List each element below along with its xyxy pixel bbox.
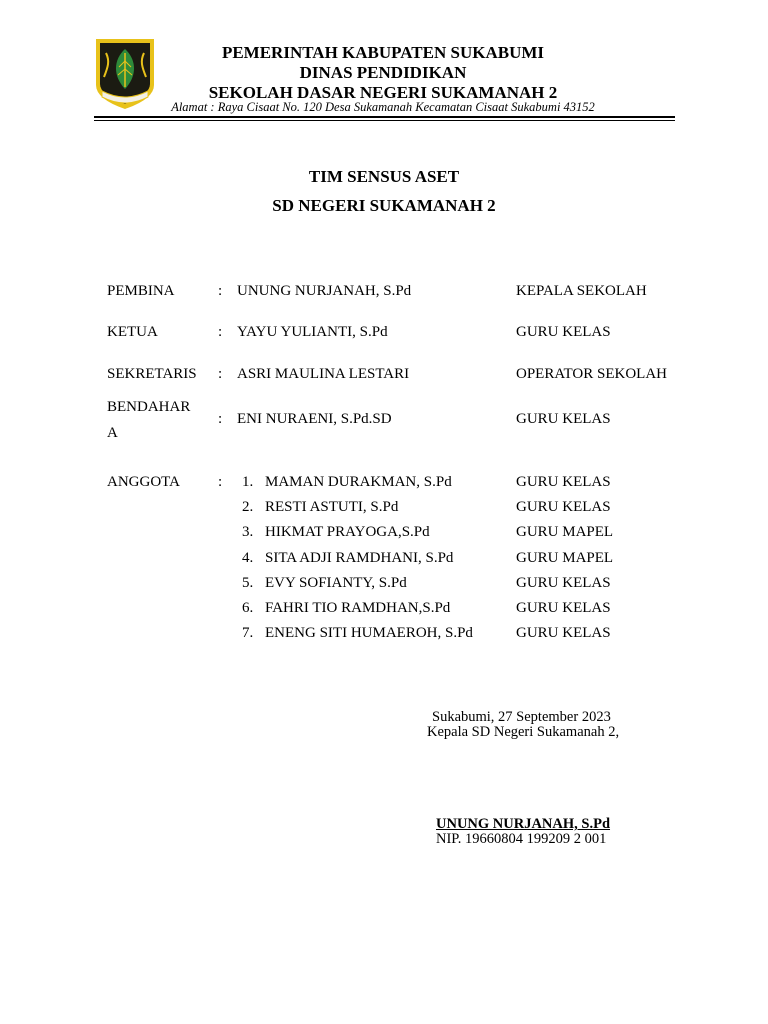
- officer-name: UNUNG NURJANAH, S.Pd: [237, 283, 412, 299]
- members-separator: :: [218, 474, 223, 490]
- officer-separator: :: [218, 411, 223, 427]
- signature-place-date: Sukabumi, 27 September 2023: [432, 709, 611, 725]
- member-name: SITA ADJI RAMDHANI, S.Pd: [265, 550, 454, 566]
- member-name: EVY SOFIANTY, S.Pd: [265, 575, 407, 591]
- member-number: 5.: [242, 575, 254, 591]
- member-number: 1.: [242, 474, 254, 490]
- header-line-agency: DINAS PENDIDIKAN: [299, 63, 467, 82]
- officer-position: GURU KELAS: [516, 411, 611, 427]
- officer-role: BENDAHAR: [107, 399, 191, 415]
- officer-separator: :: [218, 324, 223, 340]
- member-number: 4.: [242, 550, 254, 566]
- member-name: FAHRI TIO RAMDHAN,S.Pd: [265, 600, 451, 616]
- header-divider-thin: [94, 120, 675, 121]
- officer-separator: :: [218, 283, 223, 299]
- officer-separator: :: [218, 366, 223, 382]
- signature-nip: NIP. 19660804 199209 2 001: [436, 831, 607, 847]
- signature-name: UNUNG NURJANAH, S.Pd: [436, 816, 611, 832]
- header-address: Alamat : Raya Cisaat No. 120 Desa Sukamanah Kecamatan Cisaat Sukabumi 43152: [171, 100, 595, 114]
- member-number: 3.: [242, 524, 254, 540]
- member-position: GURU KELAS: [516, 625, 611, 641]
- member-number: 6.: [242, 600, 254, 616]
- member-name: ENENG SITI HUMAEROH, S.Pd: [265, 625, 473, 641]
- officer-role: SEKRETARIS: [107, 366, 197, 382]
- member-position: GURU KELAS: [516, 600, 611, 616]
- officer-name: ASRI MAULINA LESTARI: [237, 366, 410, 382]
- officer-name: ENI NURAENI, S.Pd.SD: [237, 411, 392, 427]
- member-position: GURU MAPEL: [516, 550, 614, 566]
- document-title: TIM SENSUS ASET: [308, 167, 460, 186]
- officer-role: PEMBINA: [107, 283, 175, 299]
- officer-name: YAYU YULIANTI, S.Pd: [237, 324, 388, 340]
- header-line-school: SEKOLAH DASAR NEGERI SUKAMANAH 2: [208, 83, 558, 102]
- member-position: GURU MAPEL: [516, 524, 614, 540]
- member-position: GURU KELAS: [516, 499, 611, 515]
- member-name: MAMAN DURAKMAN, S.Pd: [265, 474, 452, 490]
- document-subtitle: SD NEGERI SUKAMANAH 2: [272, 196, 496, 215]
- signature-title: Kepala SD Negeri Sukamanah 2,: [427, 724, 620, 740]
- member-name: HIKMAT PRAYOGA,S.Pd: [265, 524, 430, 540]
- officer-position: GURU KELAS: [516, 324, 611, 340]
- header-divider-thick: [94, 116, 675, 118]
- members-label: ANGGOTA: [107, 474, 180, 490]
- member-position: GURU KELAS: [516, 575, 611, 591]
- officer-position: KEPALA SEKOLAH: [516, 283, 647, 299]
- officer-role: KETUA: [107, 324, 158, 340]
- member-position: GURU KELAS: [516, 474, 611, 490]
- officer-role-continued: A: [107, 425, 118, 441]
- member-number: 2.: [242, 499, 254, 515]
- member-name: RESTI ASTUTI, S.Pd: [265, 499, 399, 515]
- kabupaten-sukabumi-crest-icon: [94, 37, 156, 111]
- header-line-government: PEMERINTAH KABUPATEN SUKABUMI: [221, 43, 545, 62]
- member-number: 7.: [242, 625, 254, 641]
- school-crest-logo: [94, 37, 156, 111]
- officer-position: OPERATOR SEKOLAH: [516, 366, 667, 382]
